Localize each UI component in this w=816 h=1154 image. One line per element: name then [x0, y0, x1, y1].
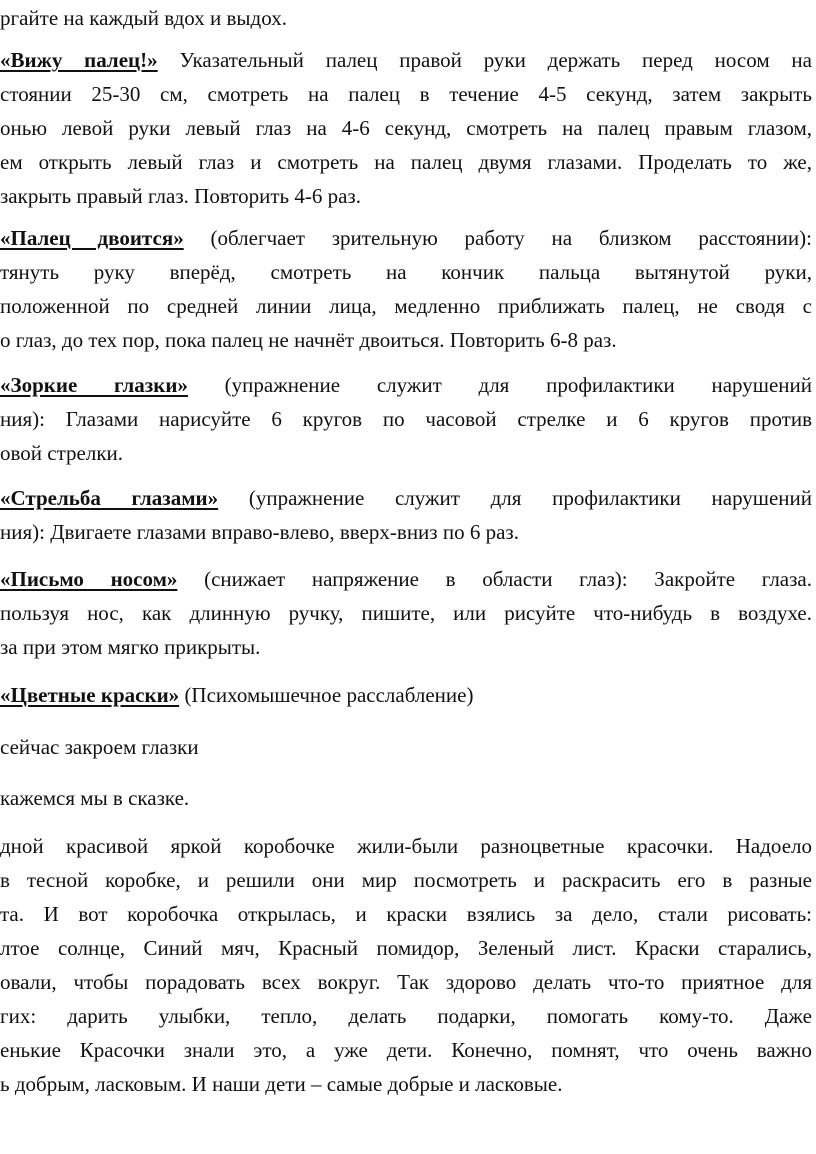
- text-line: овой стрелки.: [0, 441, 124, 465]
- exercise-title: «Стрельба глазами»: [0, 486, 219, 510]
- text-line: ния): Двигаете глазами вправо-влево, вверх-вниз по 6 раз.: [0, 520, 519, 544]
- text-line: гих: дарить улыбки, тепло, делать подарки, помогать кому-то. Даже: [0, 1004, 812, 1028]
- text-line: закрыть правый глаз. Повторить 4-6 раз.: [0, 184, 361, 208]
- text-line: ргайте на каждый вдох и выдох.: [0, 6, 287, 30]
- text-line: положенной по средней линии лица, медленно приближать палец, не сводя с: [0, 294, 812, 318]
- text-line: сейчас закроем глазки: [0, 735, 199, 759]
- exercise-heading-line: «Вижу палец!» Указательный палец правой руки держать перед носом на: [0, 48, 812, 72]
- exercise-title: «Зоркие глазки»: [0, 373, 188, 397]
- exercise-heading-line: «Цветные краски» (Психомышечное расслабление): [0, 683, 474, 707]
- text-line: в тесной коробке, и решили они мир посмотреть и раскрасить его в разные: [0, 868, 812, 892]
- text-line: тянуть руку вперёд, смотреть на кончик пальца вытянутой руки,: [0, 260, 812, 284]
- text-line: овали, чтобы порадовать всех вокруг. Так здорово делать что-то приятное для: [0, 970, 812, 994]
- text-line: пользуя нос, как длинную ручку, пишите, или рисуйте что-нибудь в воздухе.: [0, 601, 812, 625]
- text-line: енькие Красочки знали это, а уже дети. Конечно, помнят, что очень важно: [0, 1038, 812, 1062]
- exercise-heading-line: «Зоркие глазки» (упражнение служит для профилактики нарушений: [0, 373, 812, 397]
- text-line: стоянии 25-30 см, смотреть на палец в течение 4-5 секунд, затем закрыть: [0, 82, 812, 106]
- exercise-title: «Письмо носом»: [0, 567, 178, 591]
- text-line: кажемся мы в сказке.: [0, 786, 190, 810]
- exercise-title: «Палец двоится»: [0, 226, 184, 250]
- text-line: ния): Глазами нарисуйте 6 кругов по часовой стрелке и 6 кругов против: [0, 407, 812, 431]
- exercise-heading-line: «Палец двоится» (облегчает зрительную работу на близком расстоянии):: [0, 226, 812, 250]
- text-line: лтое солнце, Синий мяч, Красный помидор, Зеленый лист. Краски старались,: [0, 936, 812, 960]
- text-line: о глаз, до тех пор, пока палец не начнёт двоиться. Повторить 6-8 раз.: [0, 328, 617, 352]
- text-line: дной красивой яркой коробочке жили-были разноцветные красочки. Надоело: [0, 834, 812, 858]
- exercise-title: «Цветные краски»: [0, 683, 180, 707]
- text-line: за при этом мягко прикрыты.: [0, 635, 261, 659]
- exercise-heading-line: «Стрельба глазами» (упражнение служит для профилактики нарушений: [0, 486, 812, 510]
- exercise-heading-line: «Письмо носом» (снижает напряжение в области глаз): Закройте глаза.: [0, 567, 812, 591]
- exercise-title: «Вижу палец!»: [0, 48, 158, 72]
- text-line: ь добрым, ласковым. И наши дети – самые добрые и ласковые.: [0, 1072, 563, 1096]
- text-line: онью левой руки левый глаз на 4-6 секунд, смотреть на палец правым глазом,: [0, 116, 812, 140]
- text-line: ем открыть левый глаз и смотреть на палец двумя глазами. Проделать то же,: [0, 150, 812, 174]
- text-line: та. И вот коробочка открылась, и краски взялись за дело, стали рисовать:: [0, 902, 812, 926]
